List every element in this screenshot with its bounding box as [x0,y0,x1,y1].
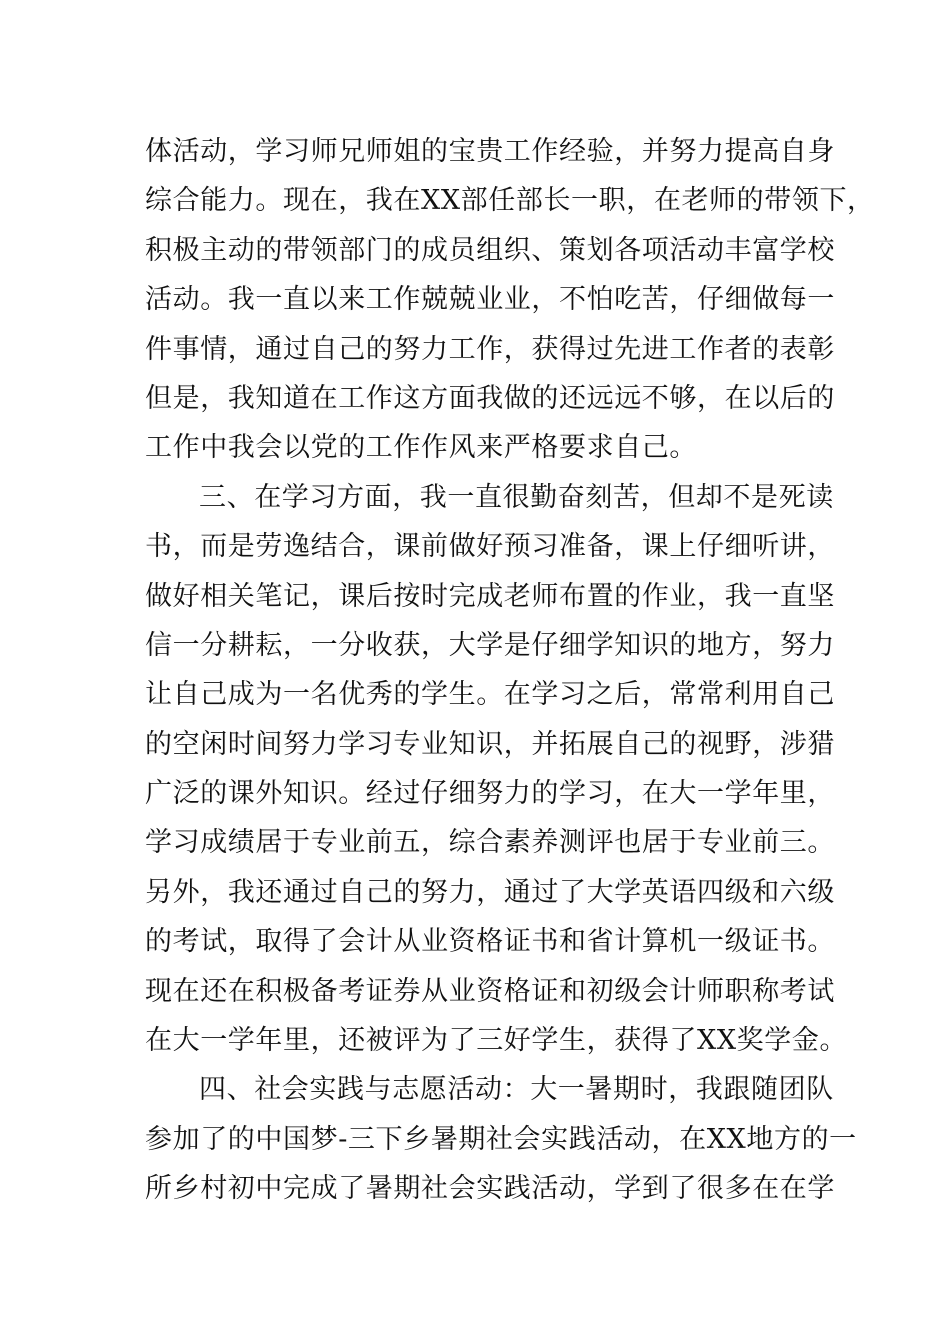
text-line: 积极主动的带领部门的成员组织、策划各项活动丰富学校 [145,234,835,266]
text-line: 工作中我会以党的工作作风来严格要求自己。 [145,432,697,464]
paragraph-start-line: 三、在学习方面，我一直很勤奋刻苦，但却不是死读 [199,481,834,513]
text-line: 现在还在积极备考证券从业资格证和初级会计师职称考试 [145,975,835,1007]
text-line: 书，而是劳逸结合，课前做好预习准备，课上仔细听讲， [145,531,835,563]
text-line: 信一分耕耘，一分收获，大学是仔细学知识的地方，努力 [145,629,835,661]
document-body [145,127,875,1214]
text-line: 综合能力。现在，我在XX部任部长一职，在老师的带领下， [145,185,875,217]
paragraph-start-line: 四、社会实践与志愿活动：大一暑期时，我跟随团队 [199,1074,834,1106]
text-line: 另外，我还通过自己的努力，通过了大学英语四级和六级 [145,876,835,908]
text-line: 活动。我一直以来工作兢兢业业，不怕吃苦，仔细做每一 [145,284,835,316]
text-line: 体活动，学习师兄师姐的宝贵工作经验，并努力提高自身 [145,136,835,167]
text-line: 让自己成为一名优秀的学生。在学习之后，常常利用自己 [145,679,835,711]
text-line: 的空闲时间努力学习专业知识，并拓展自己的视野，涉猎 [145,728,835,760]
text-line: 的考试，取得了会计从业资格证书和省计算机一级证书。 [145,926,835,958]
text-line: 学习成绩居于专业前五，综合素养测评也居于专业前三。 [145,827,835,859]
text-line: 参加了的中国梦-三下乡暑期社会实践活动，在XX地方的一 [145,1123,857,1155]
text-line: 在大一学年里，还被评为了三好学生，获得了XX奖学金。 [145,1025,848,1057]
text-line: 但是，我知道在工作这方面我做的还远远不够，在以后的 [145,382,835,414]
text-line: 做好相关笔记，课后按时完成老师布置的作业，我一直坚 [145,580,835,612]
text-line: 所乡村初中完成了暑期社会实践活动，学到了很多在在学 [145,1173,835,1205]
text-line: 件事情，通过自己的努力工作，获得过先进工作者的表彰 [145,333,835,365]
text-line: 广泛的课外知识。经过仔细努力的学习，在大一学年里， [145,778,835,810]
